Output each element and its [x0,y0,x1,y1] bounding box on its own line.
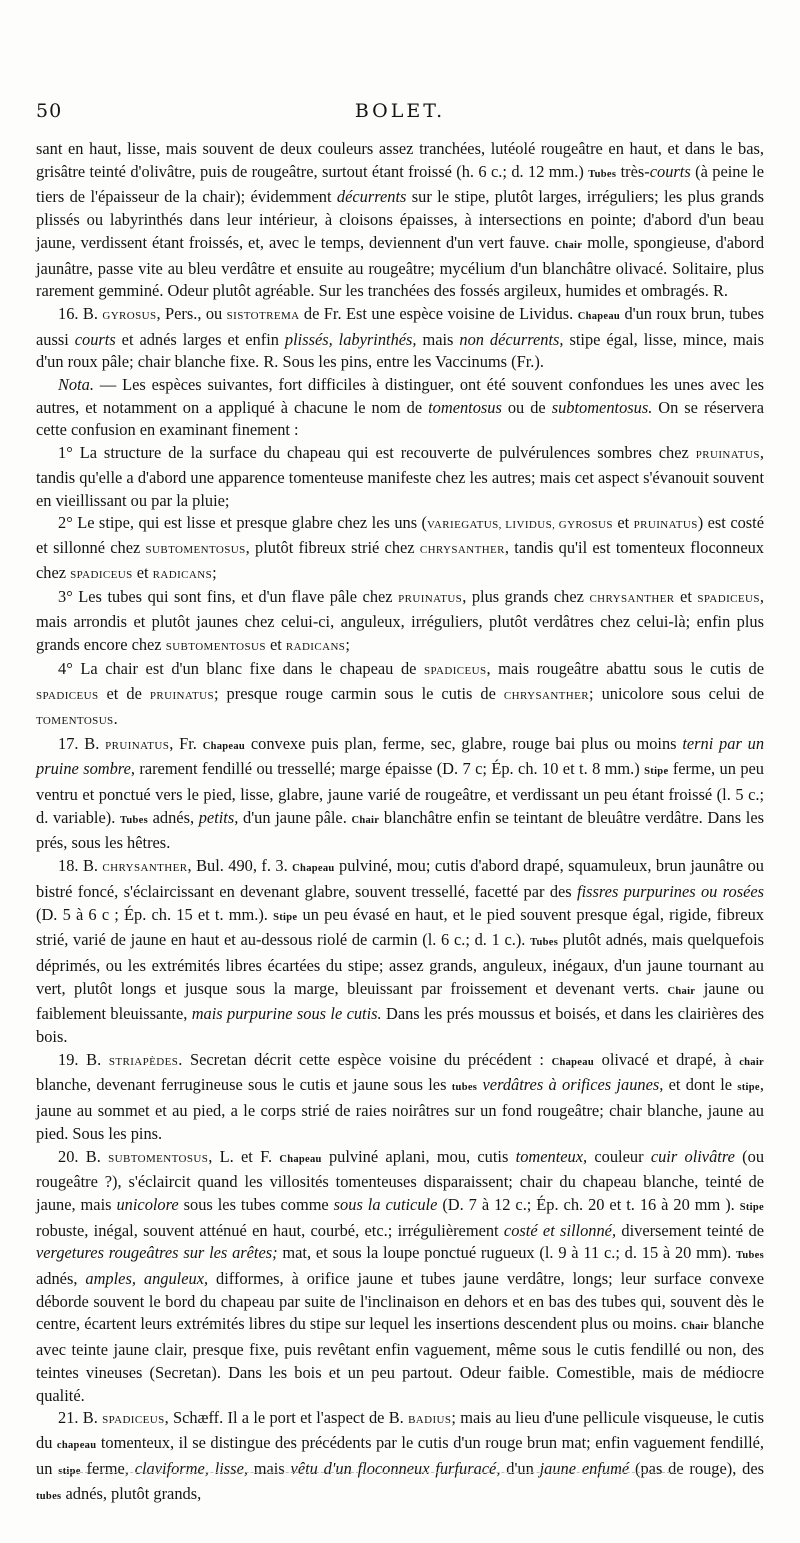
anatomy-term: Chapeau [279,1153,322,1165]
text-run: (à peine le tiers de l'épaisseur de la chair); évidemment [36,161,764,207]
text-run: ; mais au lieu d'une pellicule visqueuse, le cutis du [36,1408,765,1452]
text-run: 1° La structure de la surface du chapeau qui est recouverte de pulvérulences sombres chez [58,443,696,463]
anatomy-term: Chair [681,1321,709,1333]
criterion-3-tubes [36,586,764,658]
text-body [36,138,764,1509]
italic-run: amples, anguleux, [85,1269,209,1289]
text-run: et adnés larges et enfin [115,329,285,349]
anatomy-term: Stipe [739,1201,764,1213]
text-run: sur le stipe, plutôt larges, irréguliers; les plus grands plissés ou labyrinthés dans leur intérieur, à cloisons épaisses, à intersections en pointe; d'abord d'un beau jaune, verdissent étant froissés, et, avec le temps, deviennent d'un vert fauve. [36,187,764,252]
text-run: et [132,562,153,582]
text-run: , tandis qu'il est tomenteux floconneux chez [36,537,764,582]
species-name: CHRYSANTHER [102,862,188,875]
text-run: sant en haut, lisse, mais souvent de deux couleurs assez tranchées, lutéolé rougeâtre en haut, et dans le bas, grisâtre teinté d'olivâtre, puis de rougeâtre, surtout étant froissé (h. 6 c.; d. 12 mm.) [36,139,764,181]
criterion-4-flesh [36,658,764,732]
species-name: PRUINATUS [695,449,760,462]
text-run: ferme, [80,1458,135,1478]
species-name: STRIAPÈDES [108,1055,179,1068]
text-run: rarement fendillé ou tressellé; marge épaisse (D. 7 c; Ép. ch. 10 et t. 8 mm.) [134,759,645,779]
text-run: couleur [587,1146,651,1166]
species-name: BADIUS [408,1414,452,1427]
entry-16-gyrosus [36,303,764,374]
text-run: adnés, plutôt grands, [61,1484,202,1504]
species-name: SPADICEUS [424,665,487,678]
text-run: et [674,587,698,607]
page-number: 50 [36,100,63,122]
italic-run: subtomentosus. [551,397,653,417]
page-header [36,100,764,126]
text-run: . Secretan décrit cette espèce voisine du précédent : [178,1049,552,1069]
anatomy-term: chair [739,1056,765,1068]
anatomy-term: Chapeau [577,310,621,322]
text-run: , Bul. 490, f. 3. [187,856,293,876]
italic-run: claviforme, lisse, [134,1458,248,1478]
text-run: mat, et sous la loupe ponctué rugueux (l. 9 à 11 c.; d. 15 à 20 mm). [277,1243,737,1263]
text-run: , mais arrondis et plutôt jaunes chez celui-ci, anguleux, irréguliers, plutôt verdâtres chez celui-là; enfin plus grands encore chez [36,587,765,654]
anatomy-term: Tubes [736,1250,764,1262]
italic-run: jaune enfumé [539,1458,630,1478]
text-run: pulviné, mou; cutis d'abord drapé, squamuleux, brun jaunâtre ou bistré foncé, s'éclaircissant en devenant glabre, souvent tressellé, facetté par des [36,856,764,901]
text-run: ; [345,634,350,654]
entry-19-striapedes [36,1049,764,1146]
species-name: RADICANS [152,568,213,581]
text-run: , Pers., ou [156,303,227,323]
italic-run: costé et sillonné, [503,1220,617,1240]
italic-run: terni par un pruine sombre, [36,733,765,779]
species-name: PRUINATUS [633,519,698,532]
text-run: 2° Le stipe, qui est lisse et presque glabre chez les uns ( [58,513,427,533]
text-run: 19. B. [58,1049,109,1069]
text-run: — Les espèces suivantes, fort difficiles à distinguer, ont été souvent confondues les unes avec les autres, et notamment on a appliqué à chacune le nom de [36,375,764,417]
italic-run: tomentosus [428,397,502,417]
species-name: SPADICEUS [36,690,99,703]
text-run: jaune ou faiblement bleuissante, [36,978,764,1024]
species-name: SPADICEUS [102,1414,165,1427]
italic-run: vêtu d'un floconneux furfuracé, [290,1458,501,1478]
italic-run: tomenteux, [515,1146,588,1166]
text-run: plutôt adnés, mais quelquefois déprimés, ou les extrémités libres écartées du stipe; assez grands, anguleux, inégaux, d'un jaune tournant au vert, plutôt longs et jusque sous la marge, bleuissant par froissement et devenant verts. [36,930,765,998]
italic-run: unicolore [116,1194,179,1214]
species-name: VARIEGATUS, LIVIDUS, GYROSUS [427,519,613,532]
species-name: SPADICEUS [697,593,760,606]
text-run: , L. et F. [208,1146,280,1166]
species-name: TOMENTOSUS [36,714,114,727]
text-run: d'un roux brun, tubes aussi [36,303,765,349]
text-run: d'un [500,1458,540,1478]
text-run: robuste, inégal, souvent atténué en haut, courbé, etc.; irrégulièrement [36,1220,504,1240]
text-run: , Schæff. Il a le port et l'aspect de B. [164,1408,409,1428]
text-run: 21. B. [58,1408,103,1428]
paragraph-continuation [36,138,764,303]
italic-run: fissres purpurines ou rosées [577,881,764,901]
anatomy-term: stipe [737,1082,760,1094]
text-run: olivacé et drapé, à [593,1049,740,1069]
species-name: PRUINATUS [398,593,463,606]
species-name: CHRYSANTHER [589,593,675,606]
anatomy-term: Tubes [588,168,617,180]
species-name: RADICANS [285,640,346,653]
italic-run: vergetures rougeâtres sur les arêtes; [36,1243,278,1263]
text-run: (D. 7 à 12 c.; Ép. ch. 20 et t. 16 à 20 mm ). [437,1194,740,1214]
text-run: 17. B. [58,733,106,753]
text-run: molle, spongieuse, d'abord jaunâtre, passe vite au bleu verdâtre et ensuite au rougeâtre; mycélium d'un blanchâtre olivacé. Solitaire, plus rarement gemminé. Odeur plutôt agréable. Sur les tranchées des fossés argileux, humides et ombragés. R. [36,232,765,301]
text-run: convexe puis plan, ferme, sec, glabre, rouge bai plus ou moins [245,733,683,753]
text-run: et [265,634,286,654]
text-run: mais [416,329,460,349]
text-run: et dont le [663,1075,738,1095]
anatomy-term: tubes [36,1491,62,1503]
species-name: SISTOTREMA [226,309,300,322]
criterion-1-cap-surface [36,442,764,512]
text-run: (ou rougeâtre ?), s'éclaircit quand les villosités tomenteuses disparaissent; chair du chapeau blanche, teinté de jaune, mais [36,1146,765,1214]
anatomy-term: Chapeau [292,863,335,875]
entry-18-chrysanther [36,855,764,1049]
anatomy-term: chapeau [56,1439,97,1451]
text-run: On se réservera cette confusion en examinant finement : [36,397,764,440]
anatomy-term: Chapeau [551,1056,594,1068]
italic-run: mais purpurine sous le cutis. [191,1004,382,1024]
italic-run: Nota. [58,375,94,395]
italic-run: non décurrents, [459,329,564,349]
text-run: d'un jaune pâle. [238,807,352,827]
text-run: très- [616,161,650,181]
italic-run: verdâtres à orifices jaunes, [482,1075,664,1095]
text-run: , mais rougeâtre abattu sous le cutis de [486,659,764,679]
text-run: blanche, devenant ferrugineuse sous le cutis et jaune sous les [36,1075,452,1095]
text-run: un peu évasé en haut, et le pied souvent presque égal, rigide, fibreux strié, varié de jaune en haut et au-dessous riolé de carmin (l. 6 c.; d. 1 c.). [36,904,764,950]
species-name: PRUINATUS [105,739,170,752]
italic-run: sous la cuticule [333,1194,438,1214]
species-name: SUBTOMENTOSUS [165,640,266,653]
text-run: difformes, à orifice jaune et tubes jaune verdâtre, longs; leur surface convexe déborde souvent le bord du chapeau par suite de l'inclinaison en dehors et en bas des tubes qui, souvent dès le centre, écartent leurs extrémités libres du stipe sur lequel les insertions descendent plus ou moins. [36,1269,764,1334]
species-name: SPADICEUS [70,568,133,581]
species-name: PRUINATUS [149,690,214,703]
entry-21-spadiceus [36,1407,764,1509]
italic-run: plissés, labyrinthés, [284,329,417,349]
text-run: 18. B. [58,856,103,876]
text-run: 3° Les tubes qui sont fins, et d'un flave pâle chez [58,587,399,607]
text-run: , plus grands chez [462,587,590,607]
anatomy-term: stipe [58,1465,81,1477]
italic-run: petits, [198,807,239,827]
nota-paragraph [36,374,764,442]
text-run: , jaune au sommet et au pied, a le corps strié de raies noirâtres sur un fond rougeâtre; chair blanche, jaune au pied. Sous les pins. [36,1075,764,1143]
text-run: ferme, un peu ventru et ponctué vers le pied, lisse, glabre, jaune varié de rougeâtre, et verdissant un peu étant froissé (l. 5 c.; d. variable). [36,759,764,827]
text-run: sous les tubes comme [178,1194,334,1214]
italic-run: cuir olivâtre [650,1146,735,1166]
text-run: Dans les prés moussus et boisés, et dans les clairières des bois. [36,1004,764,1047]
text-run: , tandis qu'elle a d'abord une apparence tomenteuse manifeste chez les autres; mais cet aspect s'évanouit souvent en vieillissant ou par la pluie; [36,443,764,510]
anatomy-term: Chair [554,239,583,251]
entry-20-subtomentosus [36,1146,764,1408]
anatomy-term: Chair [351,814,380,826]
anatomy-term: Tubes [530,937,559,949]
criterion-2-stipe [36,512,764,586]
text-run: ; unicolore sous celui de [589,684,764,704]
anatomy-term: Chair [667,985,696,997]
text-run: , Fr. [169,733,203,753]
text-run: et [612,513,634,533]
text-run: . [113,708,118,728]
text-run: blanche avec teinte jaune clair, presque fixe, puis revêtant enfin vaguement, même sous le cutis fendillé ou non, des teintes vineuses (Secretan). Dans les bois et un peu partout. Odeur faible. Comestible, mais de médiocre qualité. [36,1314,764,1405]
text-run: de Fr. Est une espèce voisine de Lividus. [299,303,578,323]
running-title: BOLET. [354,100,446,122]
italic-run: courts [74,329,116,349]
anatomy-term: Stipe [273,911,298,923]
entry-17-pruinatus [36,733,764,856]
text-run: ) est costé et sillonné chez [36,513,764,557]
text-run: 16. B. [58,303,103,323]
italic-run: décurrents [336,187,407,207]
text-run: , plutôt fibreux strié chez [245,537,420,557]
text-run: blanchâtre enfin se teintant de bleuâtre verdâtre. Dans les prés, sous les hêtres. [36,807,764,853]
text-run: adnés, [147,807,199,827]
anatomy-term: Tubes [119,814,148,826]
anatomy-term: Stipe [644,766,669,778]
species-name: SUBTOMENTOSUS [108,1152,209,1165]
text-run: 20. B. [58,1146,109,1166]
text-run: tomenteux, il se distingue des précédents par le cutis d'un rouge brun mat; enfin vaguement fendillé, un [36,1432,764,1478]
text-run: pulviné aplani, mou, cutis [321,1146,516,1166]
text-run: adnés, [36,1269,86,1289]
text-run: diversement teinté de [616,1220,764,1240]
text-run: ou de [501,397,552,417]
anatomy-term: Chapeau [202,740,246,752]
species-name: SUBTOMENTOSUS [145,543,246,556]
text-run: mais [247,1458,291,1478]
species-name: GYROSUS [102,309,157,322]
text-run: et de [98,684,150,704]
bottom-rule [60,1472,680,1473]
species-name: CHRYSANTHER [419,543,505,556]
text-run: (pas de rouge), des [629,1458,764,1478]
text-run: ; presque rouge carmin sous le cutis de [213,684,504,704]
text-run: ; [212,562,217,582]
anatomy-term: tubes [451,1082,478,1094]
text-run: stipe égal, lisse, mince, mais d'un roux pâle; chair blanche fixe. R. Sous les pins, entre les Vaccinums (Fr.). [36,329,764,372]
italic-run: courts [649,161,691,181]
species-name: CHRYSANTHER [503,690,589,703]
text-run: 4° La chair est d'un blanc fixe dans le chapeau de [58,659,424,679]
text-run: (D. 5 à 6 c ; Ép. ch. 15 et t. mm.). [36,904,274,924]
